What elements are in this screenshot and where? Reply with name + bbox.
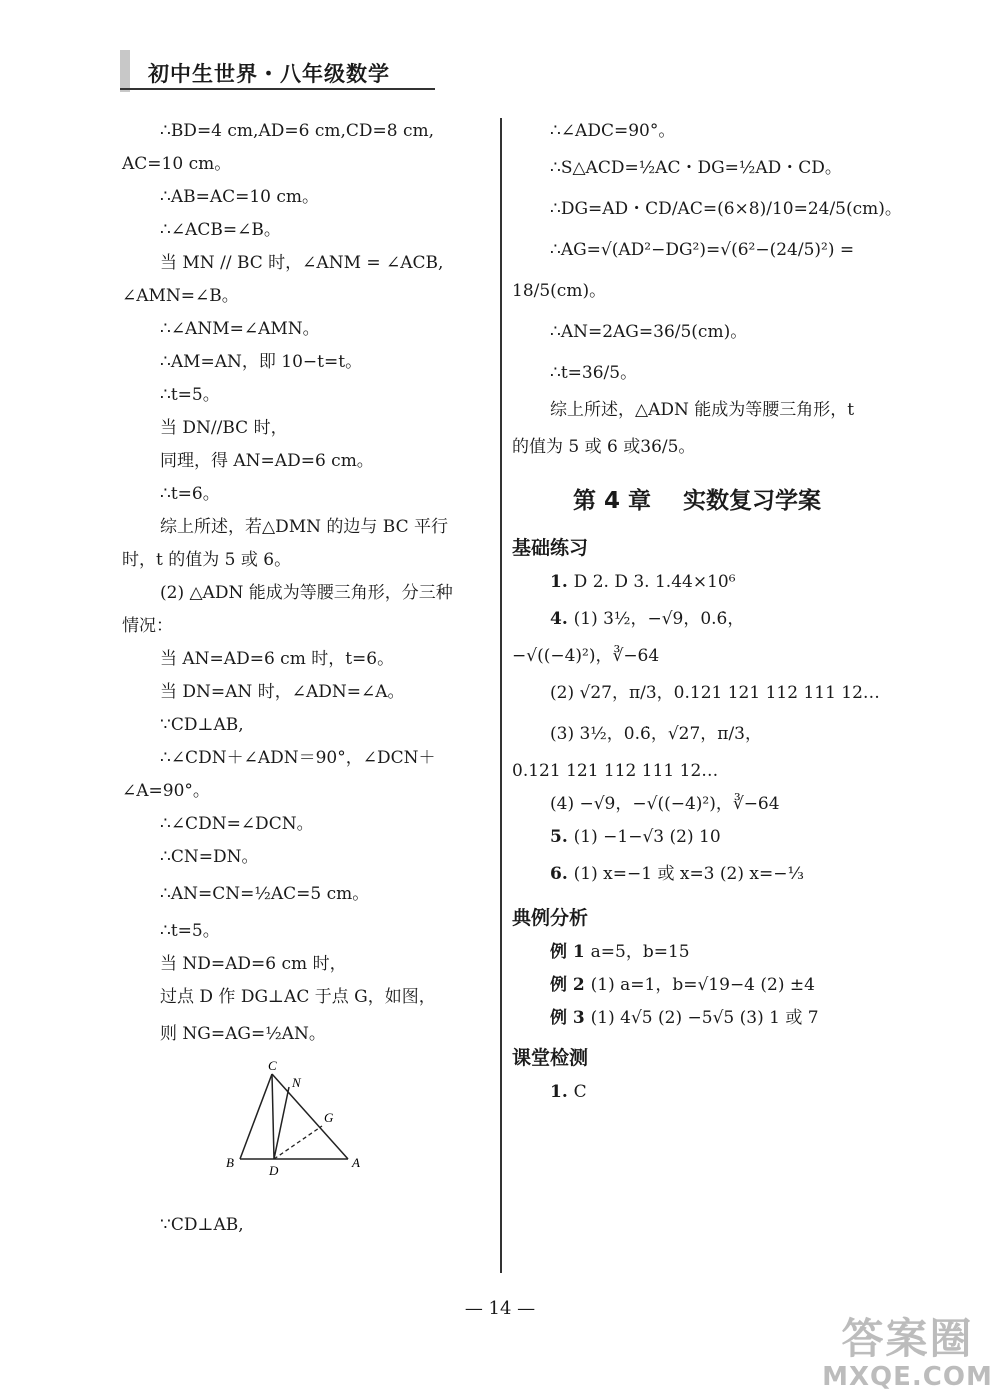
answer-line [512,969,882,1002]
text-line: 当 DN//BC 时， [160,418,288,438]
label-c: C [268,1058,277,1073]
text-line: ∴∠CDN=∠DCN。 [160,814,314,834]
segment-cd [272,1074,274,1159]
answer-line [512,640,882,673]
text-line: ∴BD=4 cm,AD=6 cm,CD=8 cm, [160,121,435,141]
text-line: ∴CN=DN。 [160,847,259,867]
answer-text: (2) √27，π/3，0.121 121 112 111 12… [550,683,880,703]
text-line: ∴∠ADC=90°。 [550,121,676,141]
text-line: 情况： [122,616,173,636]
triangle-diagram [226,1058,380,1209]
answer-line [512,1002,882,1035]
answer-text: (1) x=−1 或 x=3 (2) x=−⅓ [573,864,804,884]
text-line: AC=10 cm。 [122,154,232,174]
answer-text: D 2. D 3. 1.44×10⁶ [573,572,736,592]
right-text-block [512,115,902,468]
text-line: 当 AN=AD=6 cm 时，t=6。 [160,649,395,669]
section-heading: 基础练习 [512,537,589,559]
label-a: A [352,1155,360,1170]
text-line: 18/5(cm)。 [512,281,607,301]
answer-text: (1) 3½，−√9，0.6̇， [573,609,745,629]
text-line: ∴AB=AC=10 cm。 [160,187,320,207]
chapter-title: 第 4 章 实数复习学案 [572,488,822,514]
answer-line [512,714,882,755]
text-line: ∴DG=AD・CD/AC=(6×8)/10=24/5(cm)。 [550,199,902,219]
text-line: 当 ND=AD=6 cm 时， [160,954,347,974]
segment-dn [274,1087,289,1159]
column-divider [500,118,502,1273]
segment-dg [274,1126,322,1159]
answer-text: a=5，b=15 [590,942,690,962]
text-line: 则 NG=AG=½AN。 [160,1024,326,1044]
text-line: ∴t=36/5。 [550,363,638,383]
text-line: ∴AG=√(AD²−DG²)=√(6²−(24/5)²) = [550,240,855,260]
answer-text: C [573,1082,587,1102]
header-title: 初中生世界・八年级数学 [148,61,390,86]
answer-line [512,673,882,714]
text-line: ∵CD⊥AB, [160,715,244,735]
text-line: ∴AN=2AG=36/5(cm)。 [550,322,748,342]
text-line: 时，t 的值为 5 或 6。 [122,550,292,570]
label-n: N [292,1075,301,1090]
question-number: 例 1 [550,942,591,962]
text-line: 综上所述，△ADN 能成为等腰三角形，t [550,400,855,420]
answer-text: (1) a=1，b=√19−4 (2) ±4 [590,975,815,995]
page-number: — 14 — [464,1298,536,1319]
answer-line [512,1076,882,1109]
text-line: 过点 D 作 DG⊥AC 于点 G，如图， [160,987,436,1007]
label-b: B [226,1155,234,1170]
text-line: ∴t=5。 [160,385,220,405]
label-d: D [269,1163,279,1178]
header-rule [120,88,435,90]
answer-line [512,788,882,821]
label-g: G [324,1110,334,1125]
text-line: ∠A=90°。 [122,781,210,801]
left-text-block [122,115,494,1055]
answer-text: 0.121 121 112 111 12… [512,761,719,781]
watermark-url: MXQE.COM [822,1362,993,1392]
left-after-figure-block [122,1209,494,1242]
answer-text: (4) −√9，−√((−4)²)，∛−64 [550,794,780,814]
text-line: ∴∠ACB=∠B。 [160,220,281,240]
left-column [122,115,494,1242]
text-line: ∴S△ACD=½AC・DG=½AD・CD。 [550,158,842,178]
answer-line [512,599,882,640]
text-line: ∠AMN=∠B。 [122,286,239,306]
text-line: ∴t=5。 [160,921,220,941]
text-line: 同理，得 AN=AD=6 cm。 [160,451,374,471]
answer-text: (1) 4√5 (2) −5√5 (3) 1 或 7 [590,1008,819,1028]
question-number: 6. [550,864,574,884]
question-number: 例 3 [550,1008,591,1028]
question-number: 1. [550,572,574,592]
text-line: 当 DN=AN 时，∠ADN=∠A。 [160,682,405,702]
answer-line [512,755,882,788]
text-line: ∴AM=AN，即 10−t=t。 [160,352,363,372]
question-number: 4. [550,609,574,629]
watermark-mark: 答案圈 [841,1314,974,1363]
answer-text: (1) −1−√3 (2) 10 [573,827,721,847]
text-line: ∴AN=CN=½AC=5 cm。 [160,884,370,904]
answer-line [512,566,882,599]
text-line: ∴t=6。 [160,484,220,504]
watermark [820,1306,995,1392]
chapter-sections [512,525,882,1109]
text-line: 综上所述，若△DMN 的边与 BC 平行 [160,517,449,537]
right-column [512,115,902,1109]
text-line: ∴∠ANM=∠AMN。 [160,319,320,339]
text-line: ∴∠CDN＋∠ADN＝90°，∠DCN＋ [160,748,436,768]
header-accent-bar [120,50,130,92]
text-line: (2) △ADN 能成为等腰三角形，分三种 [160,583,453,603]
answer-line [512,821,882,854]
triangle-figure [122,1059,494,1209]
question-number: 1. [550,1082,574,1102]
section-heading: 典例分析 [512,907,589,929]
answer-line [512,854,882,895]
question-number: 例 2 [550,975,591,995]
answer-text: (3) 3½，0.6̇，√27，π/3， [550,724,762,744]
text-line: ∵CD⊥AB, [160,1215,244,1235]
text-line: 当 MN // BC 时，∠ANM = ∠ACB, [160,253,444,273]
answer-line [512,936,882,969]
section-heading: 课堂检测 [512,1047,589,1069]
segment-cb [240,1074,272,1159]
answer-text: −√((−4)²)，∛−64 [512,646,660,666]
question-number: 5. [550,827,574,847]
text-line: 的值为 5 或 6 或36/5。 [512,437,696,457]
